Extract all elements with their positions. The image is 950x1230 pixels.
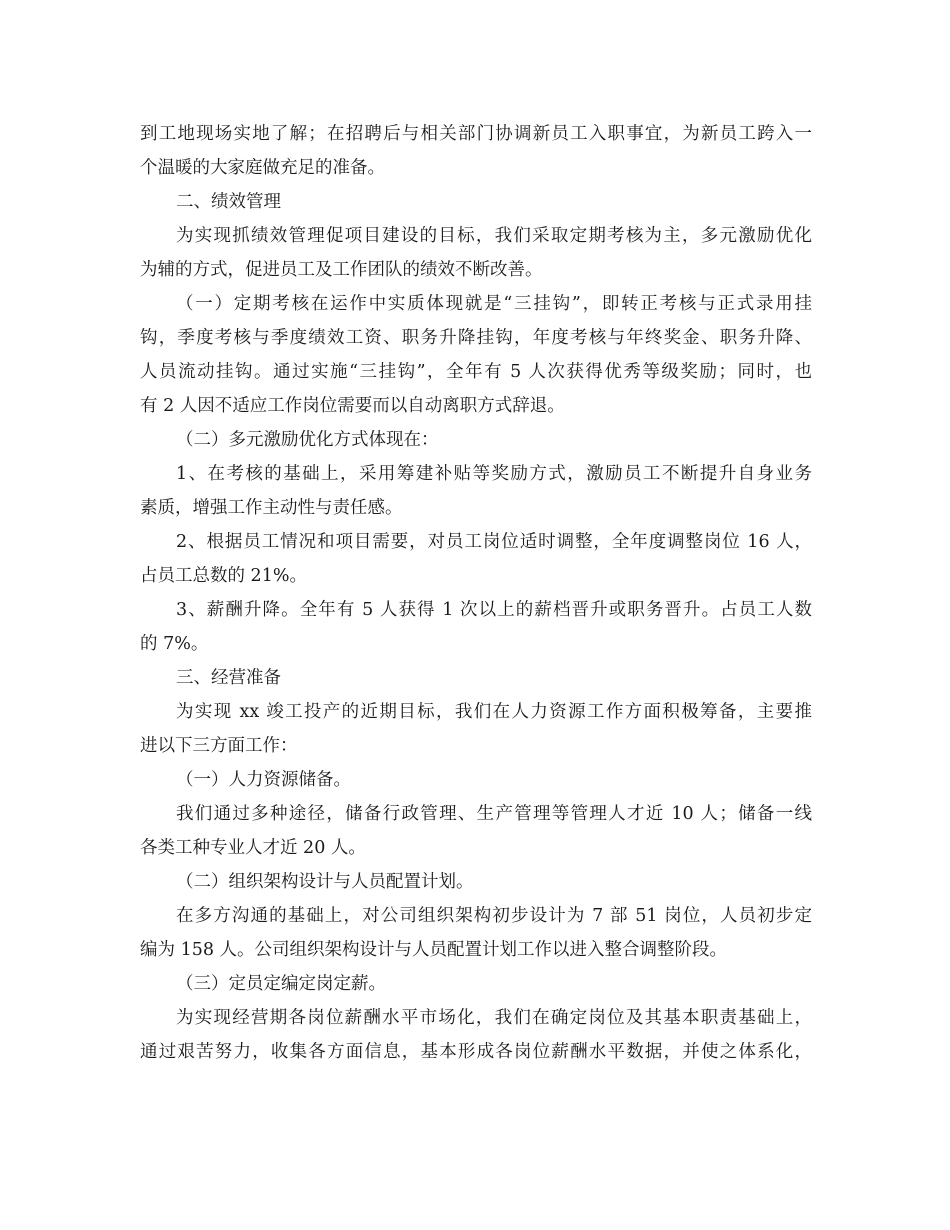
paragraph-line: 我们通过多种途径，储备行政管理、生产管理等管理人才近 10 人；储备一线 — [176, 804, 812, 824]
section-heading: 三、经营准备 — [176, 668, 281, 688]
paragraph-line: （一）定期考核在运作中实质体现就是“三挂钩”，即转正考核与正式录用挂 — [176, 294, 812, 314]
subsection-heading: （三）定员定编定岗定薪。 — [176, 974, 386, 994]
paragraph-line: 个温暖的大家庭做充足的准备。 — [140, 158, 385, 178]
paragraph-line: 人员流动挂钩。通过实施“三挂钩”，全年有 5 人次获得优秀等级奖励；同时，也 — [140, 362, 812, 382]
paragraph-line: 为实现抓绩效管理促项目建设的目标，我们采取定期考核为主，多元激励优化 — [176, 226, 812, 246]
paragraph-line: 到工地现场实地了解；在招聘后与相关部门协调新员工入职事宜，为新员工跨入一 — [140, 124, 812, 144]
paragraph-line: 为实现 xx 竣工投产的近期目标，我们在人力资源工作方面积极筹备，主要推 — [176, 702, 812, 722]
paragraph-line: 的 7%。 — [140, 634, 209, 654]
paragraph-line: 素质，增强工作主动性与责任感。 — [140, 498, 403, 518]
paragraph-line: 3、薪酬升降。全年有 5 人获得 1 次以上的薪档晋升或职务晋升。占员工人数 — [176, 600, 812, 620]
paragraph-line: 钩，季度考核与季度绩效工资、职务升降挂钩，年度考核与年终奖金、职务升降、 — [140, 328, 812, 348]
paragraph-line: 占员工总数的 21%。 — [140, 566, 307, 586]
section-heading: 二、绩效管理 — [176, 192, 281, 212]
paragraph-line: 编为 158 人。公司组织架构设计与人员配置计划工作以进入整合调整阶段。 — [140, 940, 728, 960]
paragraph-line: 2、根据员工情况和项目需要，对员工岗位适时调整，全年度调整岗位 16 人， — [176, 532, 812, 552]
subsection-heading: （二）组织架构设计与人员配置计划。 — [176, 872, 474, 892]
subsection-heading: （二）多元激励优化方式体现在： — [176, 430, 439, 450]
paragraph-line: 1、在考核的基础上，采用筹建补贴等奖励方式，激励员工不断提升自身业务 — [176, 464, 812, 484]
paragraph-line: 为辅的方式，促进员工及工作团队的绩效不断改善。 — [140, 260, 543, 280]
paragraph-line: 各类工种专业人才近 20 人。 — [140, 838, 366, 858]
paragraph-line: 为实现经营期各岗位薪酬水平市场化，我们在确定岗位及其基本职责基础上， — [176, 1008, 812, 1028]
paragraph-line: 有 2 人因不适应工作岗位需要而以自动离职方式辞退。 — [140, 396, 565, 416]
subsection-heading: （一）人力资源储备。 — [176, 770, 351, 790]
paragraph-line: 进以下三方面工作： — [140, 736, 298, 756]
paragraph-line: 通过艰苦努力，收集各方面信息，基本形成各岗位薪酬水平数据，并使之体系化， — [140, 1042, 812, 1062]
paragraph-line: 在多方沟通的基础上，对公司组织架构初步设计为 7 部 51 岗位，人员初步定 — [176, 906, 812, 926]
